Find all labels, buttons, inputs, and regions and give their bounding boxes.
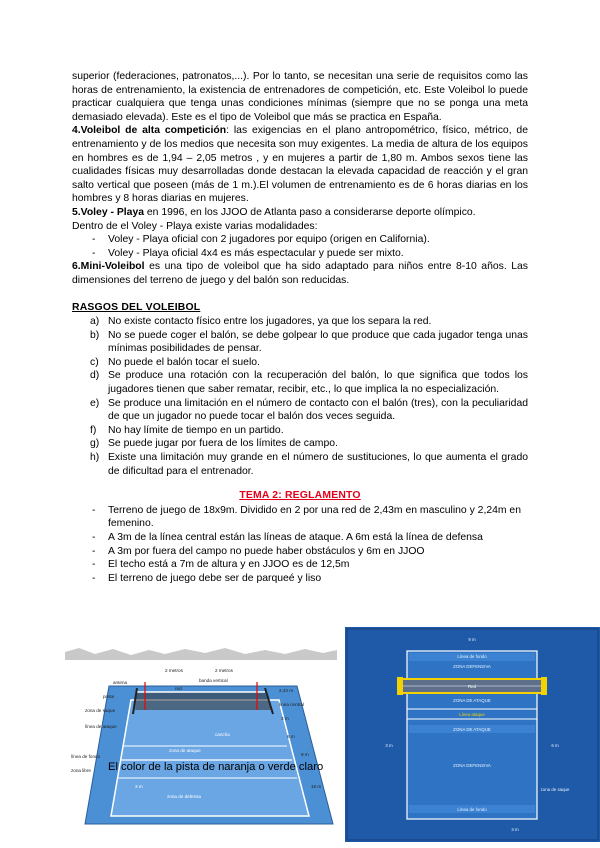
reglamento-list [72, 504, 528, 586]
section-title: 4.Voleibol de alta competición [72, 125, 227, 137]
list-item: - Voley - Playa oficial 4x4 es más espectacular y puede ser mixto. [92, 247, 404, 259]
list-item: - A 3m de la línea central están las líneas de ataque. A 6m está la línea de defensa [92, 532, 483, 543]
court-color-caption: El color de la pista de naranja o verde claro [108, 761, 324, 773]
rasgos-list [72, 315, 528, 478]
list-item: a) No existe contacto físico entre los jugadores, ya que los separa la red. [90, 316, 432, 328]
section-text: es una tipo de voleibol que ha sido adaptado para niños entre 8-10 años. Las dimensiones del terreno de juego y del balón son reducidas. [72, 261, 528, 286]
label: ZONA DE ATAQUE [453, 698, 491, 703]
label: zona libre [71, 768, 91, 773]
label: Red [467, 684, 477, 689]
label: línea de fondo [71, 754, 101, 759]
playa-list [72, 233, 528, 260]
playing-court [407, 651, 537, 819]
label: zona de defensa [167, 794, 201, 799]
section-title: 6.Mini-Voleibol [72, 261, 145, 273]
label: ZONA DEFENSIVA [453, 664, 491, 669]
section-voley-playa [72, 206, 528, 220]
court-top-diagram [345, 627, 600, 842]
list-item: - El techo está a 7m de altura y en JJOO es de 12,5m [92, 559, 350, 571]
label: 3 m [135, 784, 143, 789]
label: ZONA DE ATAQUE [453, 727, 491, 732]
rasgos-heading: RASGOS DEL VOLEIBOL [72, 301, 201, 313]
post [397, 677, 403, 695]
label: 6 m [551, 743, 559, 748]
label: banda vertical [199, 678, 228, 683]
list-item: - A 3m por fuera del campo no puede haber obstáculos y 6m en JJOO [92, 545, 425, 557]
label: ZONA DEFENSIVA [453, 763, 491, 768]
list-item: h) Existe una limitación muy grande en el número de sustituciones, lo que aumenta el grado de dificultad para el entrenador. [90, 452, 528, 477]
section-title: 5.Voley - Playa [72, 206, 145, 218]
label: 6 m [287, 734, 295, 739]
net [135, 692, 271, 710]
label: 2 metros [165, 668, 183, 673]
tema-heading: TEMA 2: REGLAMENTO [239, 490, 361, 502]
label: antena [113, 680, 128, 685]
document-page [72, 70, 528, 585]
label: poste [103, 694, 115, 699]
label: 3 m [511, 827, 519, 832]
label: 2,43 m [279, 688, 294, 693]
section-line: Dentro de el Voley - Playa existe varias modalidades: [72, 220, 318, 232]
label: 9 m [301, 752, 309, 757]
list-item: b) No se puede coger el balón, se debe golpear lo que produce que cada jugador tenga unas mínimas posibilidades de pensar. [90, 329, 528, 355]
list-item: c) No puede el balón tocar el suelo. [90, 356, 260, 368]
label: Línea ataque [459, 712, 485, 717]
section-alta-competicion [72, 124, 528, 206]
post [541, 677, 547, 695]
list-item: - El terreno de juego debe ser de parqueé y liso [92, 572, 322, 584]
list-item: f) No hay límite de tiempo en un partido. [90, 424, 284, 436]
list-item: - Terreno de juego de 18x9m. Dividido en 2 por una red de 2,43m en masculino y 2,24m en femenino. [92, 504, 521, 530]
court-3d-diagram [65, 648, 337, 826]
section-text: en 1996, en los JJOO de Atlanta paso a considerarse deporte olímpico. [144, 206, 476, 218]
list-item: g) Se puede jugar por fuera de los límites de campo. [90, 438, 338, 450]
intro-paragraph: superior (federaciones, patronatos,...). Por lo tanto, se necesitan una serie de requisitos como las horas de entrenamiento, la existencia de entrenadores de competición, etc. Este Voleibol lo puede practicar cualquiera que tenga unas condiciones mínimas (siempre que no se ponga una meta demasiado elevada). Este es el tipo de Voleibol que más se practica en España. [72, 71, 528, 123]
section-text: : las exigencias en el plano antropométrico, físico, métrico, de entrenamiento y de los medios que necesita son muy exigentes. La media de altura de los equipos en hombres es de 1,94 – 2,05 metros , y en mujeres a partir de 1,80 m. Ambos sexos tiene las cualidades físicas muy desarrolladas donde destacan la elevada capacidad de reacción y el gran salto vertical que poseen (más de 1 m.).El volumen de entrenamiento es de 6 horas diarias en los hombres y 8 horas diarias en mujeres. [72, 125, 528, 205]
label: 9 m [468, 637, 476, 642]
section-mini-voleibol [72, 260, 528, 287]
label: línea central [279, 702, 305, 707]
label: línea de ataque [85, 724, 117, 729]
list-item: - Voley - Playa oficial con 2 jugadores por equipo (origen en California). [92, 234, 430, 246]
court-surface [111, 700, 309, 816]
label: 2 metros [215, 668, 233, 673]
label: zona de saque [540, 787, 570, 792]
label: zona de saque [85, 708, 116, 713]
label: Línea de fondo [457, 654, 487, 659]
label: cancha [215, 732, 230, 737]
label: red [175, 686, 182, 691]
label: 18 m [311, 784, 322, 789]
list-item: d) Se produce una rotación con la recuperación del balón, lo que significa que todos los jugadores tienen que saber rematar, recibir, etc., lo que implica la no especialización. [90, 370, 528, 396]
label: 3 m [281, 716, 289, 721]
label: 3 m [385, 743, 393, 748]
label: Línea de fondo [457, 807, 487, 812]
list-item: e) Se produce una limitación en el número de contacto con el balón (tres), con la peculiaridad de que un jugador no puede tocar el balón dos veces seguida. [90, 397, 528, 423]
label: zona de ataque [169, 748, 201, 753]
